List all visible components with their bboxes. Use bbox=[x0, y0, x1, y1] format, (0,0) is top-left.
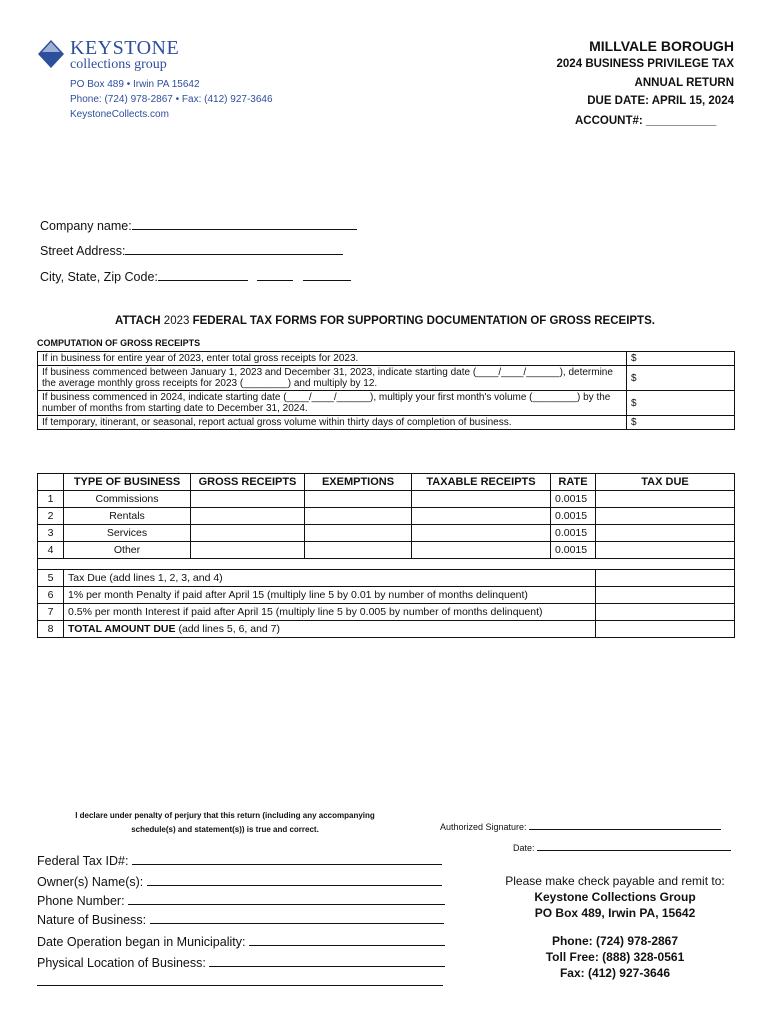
summary-amount-field[interactable] bbox=[596, 604, 735, 621]
tax-name: BUSINESS PRIVILEGE TAX bbox=[585, 58, 734, 70]
summary-row bbox=[38, 604, 735, 621]
city-field[interactable] bbox=[158, 268, 248, 281]
summary-num: 8 bbox=[38, 621, 64, 638]
logo-name: KEYSTONE bbox=[70, 37, 180, 59]
declaration-line-1: I declare under penalty of perjury that this return (including any accompanying bbox=[75, 811, 375, 820]
computation-row bbox=[38, 391, 735, 416]
row-exemptions-field[interactable] bbox=[305, 508, 412, 525]
row-tax-due-field[interactable] bbox=[596, 508, 735, 525]
row-taxable-field[interactable] bbox=[412, 491, 551, 508]
summary-text bbox=[64, 621, 596, 638]
header-tax-due: TAX DUE bbox=[596, 474, 735, 491]
row-taxable-field[interactable] bbox=[412, 508, 551, 525]
computation-row-text: If in business for entire year of 2023, enter total gross receipts for 2023. bbox=[38, 352, 627, 366]
borough-title: MILLVALE BOROUGH bbox=[589, 38, 734, 54]
spacer-row bbox=[38, 559, 735, 570]
computation-row-amount[interactable]: $ bbox=[627, 366, 735, 391]
date-operation-label: Date Operation began in Municipality: bbox=[37, 935, 246, 949]
row-gross-field[interactable] bbox=[191, 508, 305, 525]
owner-names-row bbox=[37, 873, 442, 889]
summary-row bbox=[38, 587, 735, 604]
row-tax-due-field[interactable] bbox=[596, 542, 735, 559]
header-type: TYPE OF BUSINESS bbox=[64, 474, 191, 491]
attach-notice-year: 2023 bbox=[163, 315, 190, 327]
computation-row-text: If temporary, itinerant, or seasonal, report actual gross volume within thirty days of completion of business. bbox=[38, 416, 627, 430]
remit-block bbox=[470, 873, 760, 981]
zip-field[interactable] bbox=[303, 268, 351, 281]
computation-table bbox=[37, 351, 735, 430]
summary-row bbox=[38, 570, 735, 587]
remit-phone: Phone: (724) 978-2867 bbox=[551, 934, 679, 948]
summary-num: 5 bbox=[38, 570, 64, 587]
owner-names-label: Owner(s) Name(s): bbox=[37, 875, 144, 889]
authorized-signature-label: Authorized Signature: bbox=[440, 822, 527, 832]
phone-number-label: Phone Number: bbox=[37, 894, 125, 908]
city-state-zip-label: City, State, Zip Code: bbox=[40, 270, 158, 284]
summary-row bbox=[38, 621, 735, 638]
nature-of-business-field[interactable] bbox=[150, 911, 444, 924]
logo-website: KeystoneCollects.com bbox=[70, 109, 169, 120]
row-num: 4 bbox=[38, 542, 64, 559]
physical-location-label: Physical Location of Business: bbox=[37, 956, 206, 970]
city-state-zip-row bbox=[40, 268, 351, 284]
authorized-signature-field[interactable] bbox=[529, 821, 721, 830]
nature-of-business-row bbox=[37, 911, 444, 927]
due-date bbox=[587, 95, 734, 107]
spacer-cell bbox=[38, 559, 735, 570]
summary-text bbox=[64, 570, 596, 587]
row-taxable-field[interactable] bbox=[412, 542, 551, 559]
computation-row bbox=[38, 416, 735, 430]
tax-computation-table bbox=[37, 473, 735, 638]
row-rate: 0.0015 bbox=[551, 525, 596, 542]
remit-address: PO Box 489, Irwin PA, 15642 bbox=[534, 906, 696, 920]
attach-notice-a1: ATTACH bbox=[115, 315, 161, 327]
summary-num: 7 bbox=[38, 604, 64, 621]
table-header-row bbox=[38, 474, 735, 491]
due-date-label: DUE DATE: APRIL 15, bbox=[587, 95, 706, 107]
table-row bbox=[38, 491, 735, 508]
computation-row-text: If business commenced between January 1, 2023 and December 31, 2023, indicate starting date (____/____/______), determine the average monthly gross receipts for 2023 (________) and multiply by 12. bbox=[38, 366, 627, 391]
summary-desc: Tax Due (add lines 1, 2, 3, and 4) bbox=[68, 572, 223, 584]
street-address-row bbox=[40, 242, 343, 258]
header-taxable: TAXABLE RECEIPTS bbox=[412, 474, 551, 491]
account-number: ACCOUNT#: ___________ bbox=[575, 115, 717, 127]
federal-tax-id-row bbox=[37, 852, 442, 868]
row-gross-field[interactable] bbox=[191, 542, 305, 559]
summary-bold: TOTAL AMOUNT DUE bbox=[68, 623, 176, 635]
owner-names-field[interactable] bbox=[147, 873, 442, 886]
summary-amount-field[interactable] bbox=[596, 621, 735, 638]
row-type: Services bbox=[64, 525, 191, 542]
state-field[interactable] bbox=[257, 268, 293, 281]
signature-date-row bbox=[513, 842, 731, 853]
computation-row-amount[interactable]: $ bbox=[627, 391, 735, 416]
street-address-field[interactable] bbox=[125, 242, 343, 255]
logo-subtitle: collections group bbox=[70, 57, 167, 72]
table-row bbox=[38, 542, 735, 559]
row-type: Commissions bbox=[64, 491, 191, 508]
summary-desc: 1% per month Penalty if paid after April 15 (multiply line 5 by 0.01 by number of months delinquent) bbox=[68, 589, 528, 601]
tax-title bbox=[557, 58, 734, 70]
logo-phone: Phone: (724) 978-2867 • Fax: (412) 927-3646 bbox=[70, 94, 273, 105]
row-gross-field[interactable] bbox=[191, 491, 305, 508]
signature-date-label: Date: bbox=[513, 843, 535, 853]
header-exemptions: EXEMPTIONS bbox=[305, 474, 412, 491]
table-row bbox=[38, 525, 735, 542]
summary-text bbox=[64, 604, 596, 621]
remit-company: Keystone Collections Group bbox=[534, 890, 696, 904]
tax-year: 2024 bbox=[556, 58, 583, 70]
federal-tax-id-label: Federal Tax ID#: bbox=[37, 854, 129, 868]
perjury-declaration bbox=[50, 809, 400, 837]
summary-text bbox=[64, 587, 596, 604]
row-type: Rentals bbox=[64, 508, 191, 525]
header-num bbox=[38, 474, 64, 491]
remit-tollfree: Toll Free: (888) 328-0561 bbox=[545, 950, 685, 964]
row-tax-due-field[interactable] bbox=[596, 491, 735, 508]
logo-address: PO Box 489 • Irwin PA 15642 bbox=[70, 79, 200, 90]
computation-row-text: If business commenced in 2024, indicate starting date (____/____/______), multiply your first month's volume (________) by the number of months from starting date to December 31, 2024. bbox=[38, 391, 627, 416]
row-exemptions-field[interactable] bbox=[305, 491, 412, 508]
company-name-field[interactable] bbox=[132, 217, 357, 230]
row-exemptions-field[interactable] bbox=[305, 525, 412, 542]
authorized-signature-row bbox=[440, 821, 721, 832]
row-taxable-field[interactable] bbox=[412, 525, 551, 542]
nature-of-business-label: Nature of Business: bbox=[37, 913, 147, 927]
computation-row bbox=[38, 366, 735, 391]
header-gross: GROSS RECEIPTS bbox=[191, 474, 305, 491]
row-num: 1 bbox=[38, 491, 64, 508]
annual-return-title: ANNUAL RETURN bbox=[634, 77, 734, 89]
company-name-label: Company name: bbox=[40, 219, 132, 233]
physical-location-extra-line[interactable] bbox=[37, 985, 443, 986]
summary-desc: 0.5% per month Interest if paid after April 15 (multiply line 5 by 0.005 by number of months delinquent) bbox=[68, 606, 543, 618]
summary-desc: (add lines 5, 6, and 7) bbox=[175, 623, 281, 635]
remit-instruction: Please make check payable and remit to: bbox=[505, 874, 725, 888]
header-rate: RATE bbox=[551, 474, 596, 491]
row-rate: 0.0015 bbox=[551, 542, 596, 559]
computation-row-amount[interactable]: $ bbox=[627, 352, 735, 366]
computation-row bbox=[38, 352, 735, 366]
street-address-label: Street Address: bbox=[40, 244, 126, 258]
computation-title: COMPUTATION OF GROSS RECEIPTS bbox=[37, 338, 201, 348]
date-operation-row bbox=[37, 933, 445, 949]
company-logo bbox=[36, 38, 66, 77]
summary-amount-field[interactable] bbox=[596, 570, 735, 587]
row-num: 2 bbox=[38, 508, 64, 525]
summary-num: 6 bbox=[38, 587, 64, 604]
row-tax-due-field[interactable] bbox=[596, 525, 735, 542]
signature-date-field[interactable] bbox=[537, 842, 731, 851]
date-operation-field[interactable] bbox=[249, 933, 445, 946]
physical-location-field[interactable] bbox=[209, 954, 445, 967]
table-row bbox=[38, 508, 735, 525]
company-name-row bbox=[40, 217, 357, 233]
attach-notice bbox=[0, 315, 770, 327]
declaration-line-2: schedule(s) and statement(s)) is true and correct. bbox=[131, 825, 319, 834]
federal-tax-id-field[interactable] bbox=[132, 852, 442, 865]
phone-number-field[interactable] bbox=[128, 892, 445, 905]
computation-row-amount[interactable]: $ bbox=[627, 416, 735, 430]
row-gross-field[interactable] bbox=[191, 525, 305, 542]
attach-notice-a2: FEDERAL TAX FORMS FOR SUPPORTING DOCUMENTATION OF GROSS RECEIPTS. bbox=[192, 315, 655, 327]
physical-location-row bbox=[37, 954, 445, 970]
phone-number-row bbox=[37, 892, 445, 908]
summary-amount-field[interactable] bbox=[596, 587, 735, 604]
row-num: 3 bbox=[38, 525, 64, 542]
row-rate: 0.0015 bbox=[551, 508, 596, 525]
keystone-logo-icon bbox=[36, 38, 66, 72]
row-type: Other bbox=[64, 542, 191, 559]
row-exemptions-field[interactable] bbox=[305, 542, 412, 559]
remit-fax: Fax: (412) 927-3646 bbox=[559, 966, 671, 980]
row-rate: 0.0015 bbox=[551, 491, 596, 508]
due-date-year: 2024 bbox=[708, 95, 734, 107]
